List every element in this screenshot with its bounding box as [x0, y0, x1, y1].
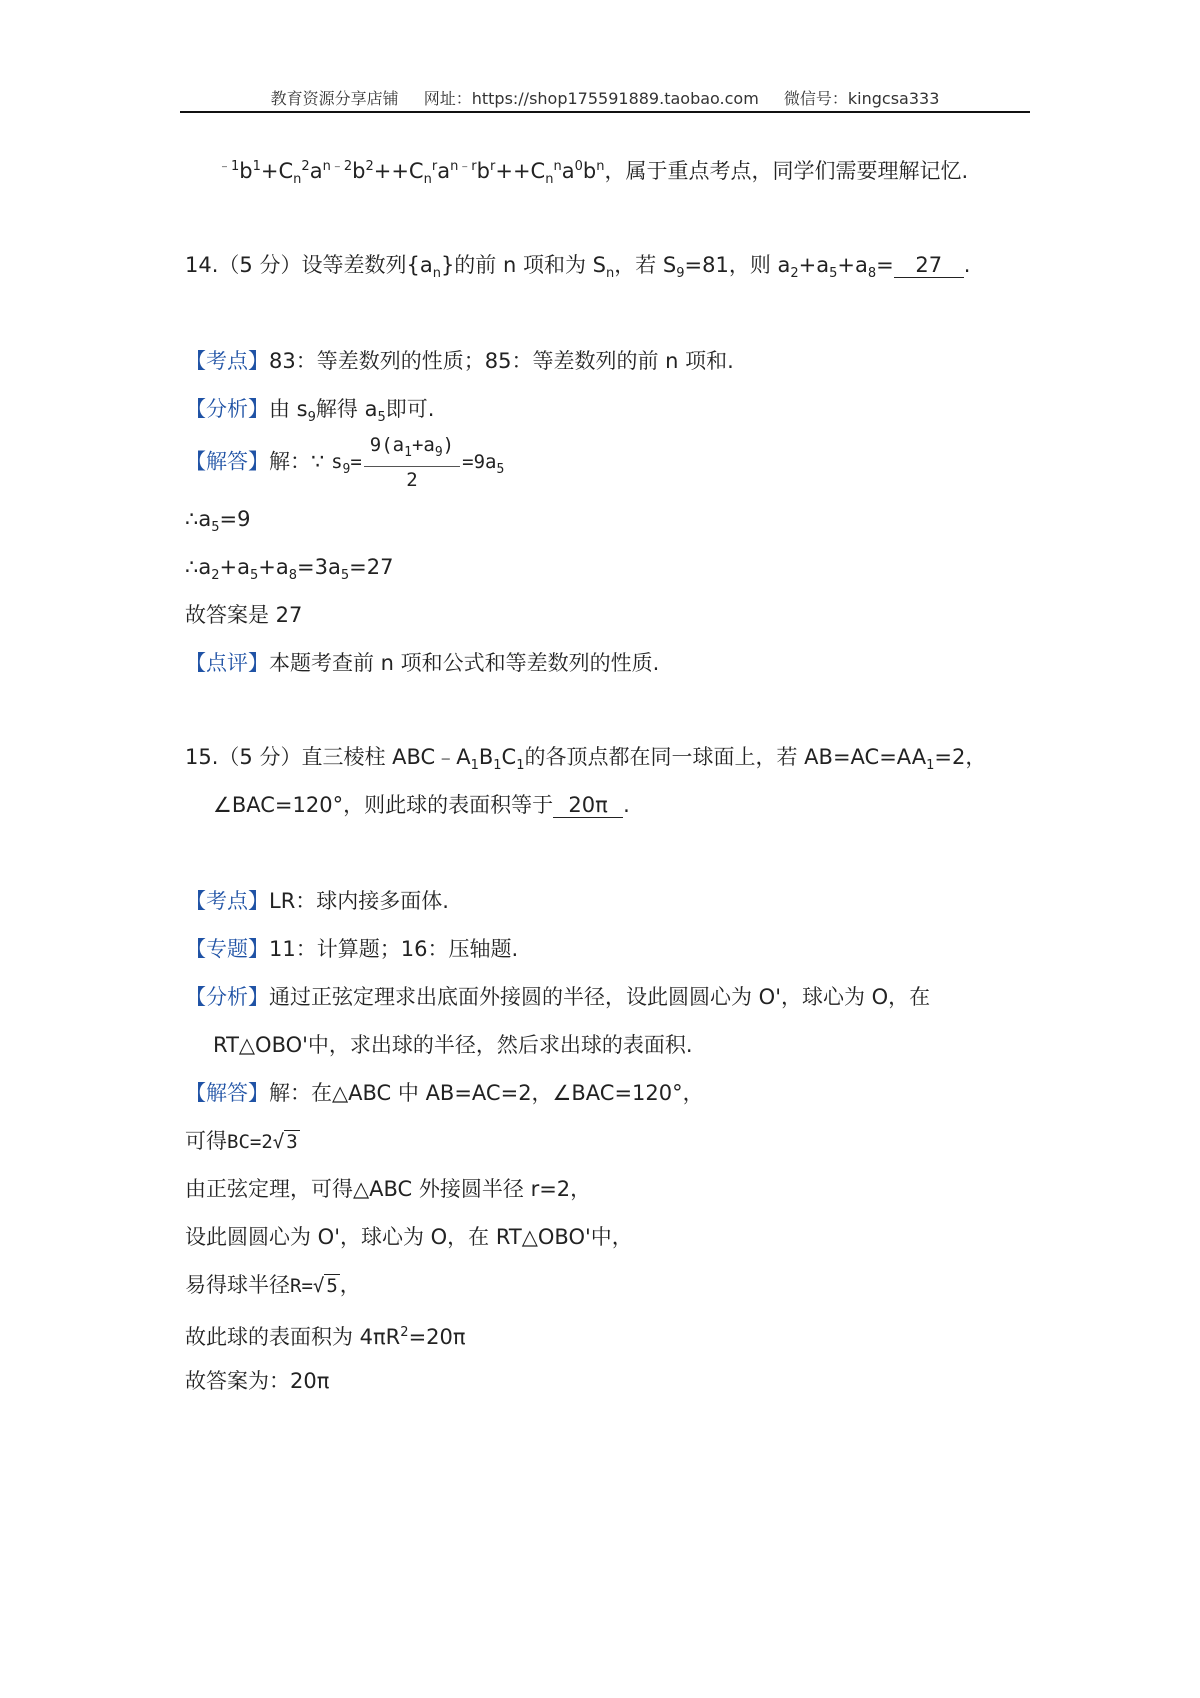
q15-r-line: 由正弦定理，可得△ABC 外接圆半径 r=2，: [185, 1177, 592, 1201]
q14-jieda-tag: 【解答】: [185, 449, 269, 474]
q15-answer: 20π: [553, 793, 623, 818]
q14-step2: $\therefore a_2+a_5+a_8=3a_5=27$: [185, 555, 394, 584]
q14-fenxi-tag: 【分析】: [185, 397, 269, 421]
q14-score: （5 分）: [218, 253, 302, 277]
q14-answer: 27: [894, 253, 964, 278]
bc-radicand: 3: [286, 1131, 298, 1153]
q15-fenxi-tag: 【分析】: [185, 985, 269, 1009]
q15-zhuanti: 【专题】11：计算题；16：压轴题.: [185, 937, 519, 961]
q15-number: 15.: [185, 745, 219, 769]
q15-jieda: 【解答】解：在△ABC 中 AB=AC=2，∠BAC=120°，: [185, 1081, 704, 1105]
header-url: 网址：https://shop175591889.taobao.com: [423, 89, 759, 108]
q15-stem-2: ∠BAC=120°，则此球的表面积等于 20π .: [213, 793, 630, 817]
R-radicand: 5: [326, 1275, 338, 1297]
header-wechat: 微信号：kingcsa333: [783, 89, 940, 108]
page-header: [180, 86, 1030, 109]
header-shop: 教育资源分享店铺: [270, 89, 399, 108]
q15-zhuanti-tag: 【专题】: [185, 937, 269, 961]
q15-bc-line: 可得BC=2√ 3: [185, 1129, 298, 1153]
q15-radius-line: 易得球半径R=√ 5，: [185, 1273, 361, 1297]
q15-fenxi: 【分析】通过正弦定理求出底面外接圆的半径，设此圆圆心为 O'，球心为 O，在: [185, 985, 931, 1009]
binomial-fragment-line: $^{﹣1}b^1+C_n^2a^{n﹣2}b^2++C_n^ra^{n﹣r}b^r++C_n^na^0b^n$，属于重点考点，同学们需要理解记忆.: [218, 159, 969, 188]
q14-conclusion: 故答案是 27: [185, 603, 303, 627]
q14-fraction: $\frac{9(a_1+a_9)}{2}$: [364, 432, 460, 493]
header-rule: [180, 111, 1030, 113]
q15-fenxi-2: RT△OBO'中，求出球的半径，然后求出球的表面积.: [213, 1033, 693, 1057]
fragment-tail: ，属于重点考点，同学们需要理解记忆.: [604, 159, 969, 183]
q15-jieda-tag: 【解答】: [185, 1081, 269, 1105]
q15-stem: 15.（5 分）直三棱柱 $ABC﹣A_1B_1C_1$的各顶点都在同一球面上，若 $AB=AC=AA_1=2$，: [185, 745, 987, 774]
q14-dianping: 【点评】本题考查前 n 项和公式和等差数列的性质.: [185, 651, 660, 675]
q14-formula: $s_9=$: [331, 451, 362, 478]
q15-kaodian: 【考点】LR：球内接多面体.: [185, 889, 449, 913]
q14-kaodian: 【考点】83：等差数列的性质；85：等差数列的前 n 项和.: [185, 349, 734, 373]
q14-stem: 14.（5 分）设等差数列$\{a_n\}$的前 n 项和为 $S_n$，若 $S_9=81$，则 $a_2+a_5+a_8= 27$ .: [185, 253, 971, 282]
q14-dianping-tag: 【点评】: [185, 651, 269, 675]
q14-kaodian-tag: 【考点】: [185, 349, 269, 373]
q14-number: 14.: [185, 253, 219, 277]
q15-area-line: 故此球的表面积为 $4\pi R^2=20\pi$: [185, 1325, 466, 1349]
q15-o-line: 设此圆圆心为 O'，球心为 O，在 RT△OBO'中，: [185, 1225, 633, 1249]
q15-conclusion: 故答案为：20π: [185, 1369, 330, 1393]
q15-kaodian-tag: 【考点】: [185, 889, 269, 913]
q15-score: （5 分）: [218, 745, 302, 769]
q14-step1: $\therefore a_5=9$: [185, 507, 251, 536]
q14-jieda: 【解答】解：∵ $s_9=$ $\frac{9(a_1+a_9)}{2}$ $=9a_5$: [185, 434, 505, 491]
q14-fenxi: 【分析】由 $s_9$解得 $a_5$即可.: [185, 397, 435, 426]
